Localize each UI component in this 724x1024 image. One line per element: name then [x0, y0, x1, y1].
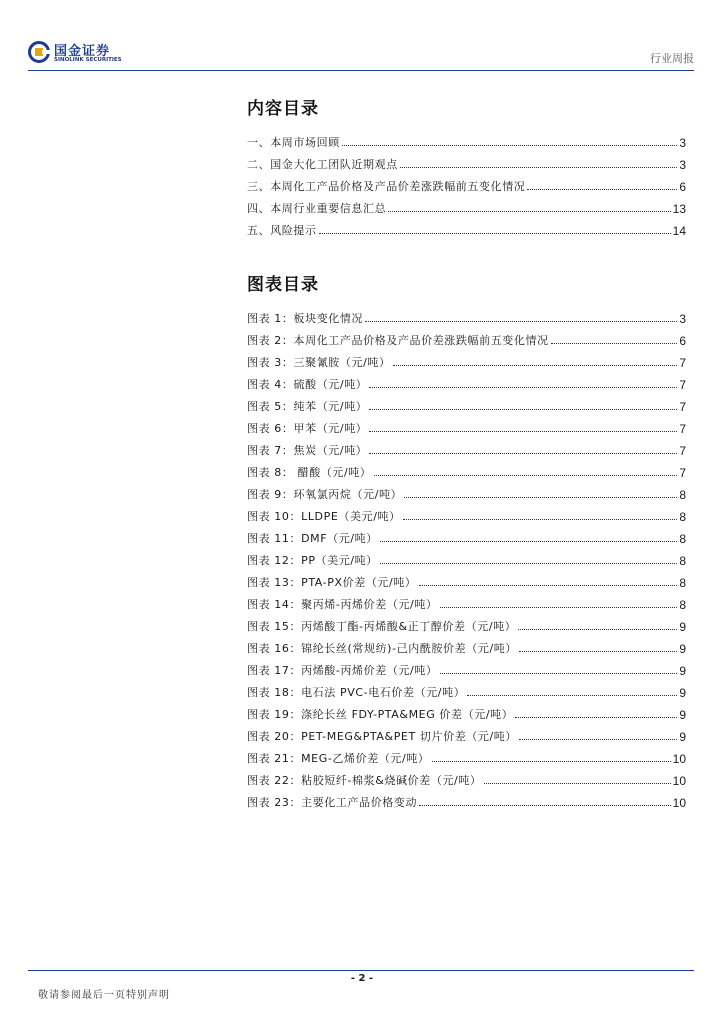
toc-entry-page: 13 [672, 202, 686, 216]
toc-section [247, 94, 686, 238]
toc-entry[interactable] [247, 194, 686, 216]
toc-entry-page: 6 [679, 180, 686, 194]
dot-leader [467, 695, 677, 696]
figure-entry-page: 8 [679, 532, 686, 546]
figure-entry-label: 图表 9：环氧氯丙烷（元/吨） [247, 488, 403, 501]
figure-entry[interactable] [247, 568, 686, 590]
toc-entry-page: 3 [679, 158, 686, 172]
figure-entry[interactable] [247, 326, 686, 348]
figure-entry[interactable] [247, 612, 686, 634]
figure-entry-label: 图表 22：粘胶短纤-棉浆&烧碱价差（元/吨） [247, 774, 482, 787]
toc-entry[interactable] [247, 150, 686, 172]
figure-entry-label: 图表 12：PP（美元/吨） [247, 554, 378, 567]
dot-leader [515, 717, 677, 718]
figure-entry[interactable] [247, 524, 686, 546]
dot-leader [551, 343, 678, 344]
figure-entry-page: 10 [672, 752, 686, 766]
figure-list [247, 304, 686, 810]
dot-leader [440, 607, 678, 608]
figure-entry-label: 图表 14：聚丙烯-丙烯价差（元/吨） [247, 598, 438, 611]
dot-leader [419, 585, 678, 586]
figure-entry[interactable] [247, 304, 686, 326]
figure-entry-label: 图表 10：LLDPE（美元/吨） [247, 510, 401, 523]
figure-entry[interactable] [247, 788, 686, 810]
dot-leader [484, 783, 671, 784]
dot-leader [342, 145, 678, 146]
toc-entry-label: 三、本周化工产品价格及产品价差涨跌幅前五变化情况 [247, 180, 526, 193]
toc-entry-label: 二、国金大化工团队近期观点 [247, 158, 398, 171]
dot-leader [432, 761, 671, 762]
figure-entry-page: 7 [679, 422, 686, 436]
figure-entry-page: 10 [672, 774, 686, 788]
figure-entry-label: 图表 4：硫酸（元/吨） [247, 378, 368, 391]
figure-entry[interactable] [247, 744, 686, 766]
figure-entry-label: 图表 3：三聚氰胺（元/吨） [247, 356, 391, 369]
figure-entry[interactable] [247, 700, 686, 722]
figure-entry-page: 8 [679, 576, 686, 590]
dot-leader [519, 739, 677, 740]
figure-entry[interactable] [247, 546, 686, 568]
figure-entry-label: 图表 17：丙烯酸-丙烯价差（元/吨） [247, 664, 438, 677]
toc-list [247, 128, 686, 238]
figure-entry[interactable] [247, 678, 686, 700]
dot-leader [369, 387, 677, 388]
figure-entry-page: 7 [679, 400, 686, 414]
dot-leader [527, 189, 677, 190]
dot-leader [419, 805, 671, 806]
figure-entry-page: 3 [679, 312, 686, 326]
dot-leader [519, 651, 677, 652]
figure-entry-page: 9 [679, 686, 686, 700]
figure-entry-page: 9 [679, 642, 686, 656]
dot-leader [374, 475, 678, 476]
toc-title: 内容目录 [247, 99, 319, 119]
figure-entry[interactable] [247, 348, 686, 370]
logo-english-name: SINOLINK SECURITIES [54, 57, 122, 63]
figure-entry-label: 图表 13：PTA-PX价差（元/吨） [247, 576, 417, 589]
header-divider [28, 70, 694, 71]
figure-entry-label: 图表 1：板块变化情况 [247, 312, 364, 325]
figure-entry-label: 图表 6：甲苯（元/吨） [247, 422, 368, 435]
figure-entry-label: 图表 16：锦纶长丝(常规纺)-己内酰胺价差（元/吨） [247, 642, 517, 655]
toc-entry-label: 四、本周行业重要信息汇总 [247, 202, 387, 215]
dot-leader [369, 431, 677, 432]
figure-entry-label: 图表 8： 醋酸（元/吨） [247, 466, 372, 479]
company-logo [28, 40, 138, 68]
figure-entry-label: 图表 11：DMF（元/吨） [247, 532, 378, 545]
figure-entry-label: 图表 2：本周化工产品价格及产品价差涨跌幅前五变化情况 [247, 334, 549, 347]
figure-entry[interactable] [247, 634, 686, 656]
toc-entry-page: 3 [679, 136, 686, 150]
figure-entry-page: 9 [679, 730, 686, 744]
footer-disclaimer: 敬请参阅最后一页特别声明 [38, 990, 170, 1001]
figure-entry-label: 图表 19：涤纶长丝 FDY-PTA&MEG 价差（元/吨） [247, 708, 514, 721]
figure-entry[interactable] [247, 502, 686, 524]
dot-leader [319, 233, 671, 234]
figure-entry-label: 图表 15：丙烯酸丁酯-丙烯酸&正丁醇价差（元/吨） [247, 620, 517, 633]
toc-entry-label: 五、风险提示 [247, 224, 317, 237]
toc-entry[interactable] [247, 172, 686, 194]
dot-leader [380, 541, 677, 542]
figure-entry[interactable] [247, 370, 686, 392]
figure-entry-page: 7 [679, 356, 686, 370]
toc-entry-page: 14 [672, 224, 686, 238]
figure-list-title: 图表目录 [247, 275, 319, 295]
figure-entry[interactable] [247, 656, 686, 678]
figure-entry[interactable] [247, 590, 686, 612]
toc-entry[interactable] [247, 216, 686, 238]
dot-leader [400, 167, 678, 168]
toc-entry-label: 一、本周市场回顾 [247, 136, 340, 149]
toc-entry[interactable] [247, 128, 686, 150]
dot-leader [393, 365, 678, 366]
figure-entry-page: 7 [679, 444, 686, 458]
dot-leader [518, 629, 677, 630]
figure-entry-page: 8 [679, 554, 686, 568]
dot-leader [388, 211, 670, 212]
sinolink-logo-icon [28, 41, 50, 63]
figure-entry-label: 图表 20：PET-MEG&PTA&PET 切片价差（元/吨） [247, 730, 518, 743]
figure-list-section [247, 270, 686, 810]
figure-entry[interactable] [247, 458, 686, 480]
logo-chinese-name: 国金证券 [54, 44, 111, 59]
figure-entry-page: 6 [679, 334, 686, 348]
figure-entry-page: 9 [679, 664, 686, 678]
figure-entry-page: 9 [679, 708, 686, 722]
figure-entry-label: 图表 7：焦炭（元/吨） [247, 444, 368, 457]
figure-entry-page: 8 [679, 488, 686, 502]
figure-entry-page: 9 [679, 620, 686, 634]
figure-entry-page: 7 [679, 466, 686, 480]
figure-entry-page: 7 [679, 378, 686, 392]
dot-leader [369, 409, 677, 410]
figure-entry[interactable] [247, 414, 686, 436]
dot-leader [404, 497, 677, 498]
figure-entry[interactable] [247, 766, 686, 788]
figure-entry-label: 图表 18：电石法 PVC-电石价差（元/吨） [247, 686, 466, 699]
dot-leader [403, 519, 678, 520]
page-header [28, 36, 694, 70]
dot-leader [365, 321, 677, 322]
report-type: 行业周报 [650, 52, 694, 65]
figure-entry[interactable] [247, 392, 686, 414]
figure-entry-label: 图表 23：主要化工产品价格变动 [247, 796, 418, 809]
figure-entry-page: 10 [672, 796, 686, 810]
dot-leader [440, 673, 678, 674]
dot-leader [369, 453, 677, 454]
page-number: - 2 - [350, 973, 374, 984]
figure-entry[interactable] [247, 480, 686, 502]
footer-divider [28, 970, 694, 971]
dot-leader [380, 563, 677, 564]
figure-entry-label: 图表 21：MEG-乙烯价差（元/吨） [247, 752, 430, 765]
figure-entry-page: 8 [679, 510, 686, 524]
figure-entry[interactable] [247, 436, 686, 458]
figure-entry[interactable] [247, 722, 686, 744]
figure-entry-label: 图表 5：纯苯（元/吨） [247, 400, 368, 413]
figure-entry-page: 8 [679, 598, 686, 612]
